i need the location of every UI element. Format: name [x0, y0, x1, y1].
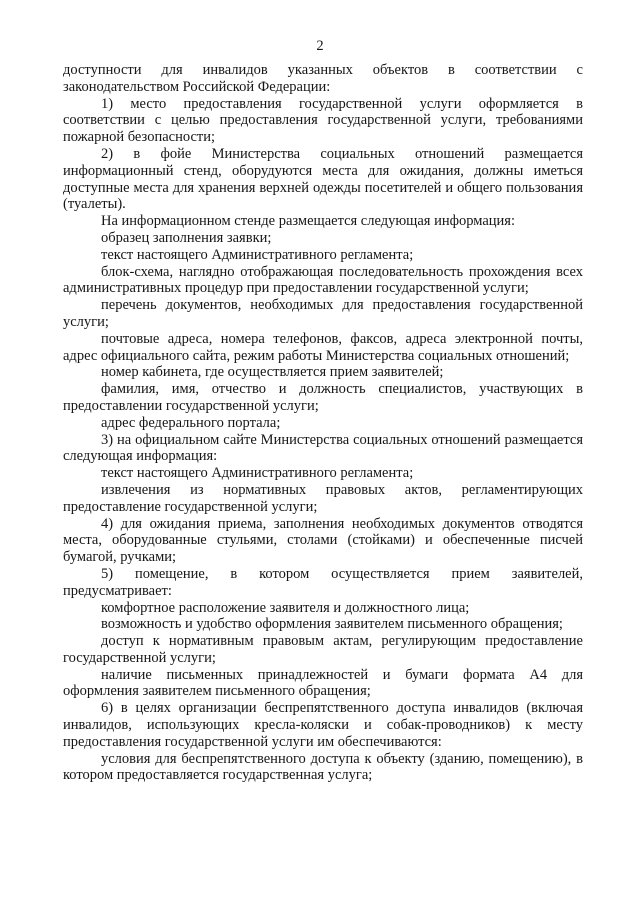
paragraph: возможность и удобство оформления заявителем письменного обращения; [101, 616, 563, 633]
page-number: 2 [316, 38, 324, 54]
paragraph: комфортное расположение заявителя и должностного лица; [101, 599, 470, 616]
paragraph: 4) для ожидания приема, заполнения необходимых документов отводятся места, оборудованные стульями, столами (стойками) и обеспеченные писчей бумагой, ручками; [63, 515, 583, 566]
paragraph: доступ к нормативным правовым актам, регулирующим предоставление государственной услуги; [63, 633, 583, 666]
paragraph: текст настоящего Административного регламента; [101, 465, 414, 482]
paragraph: доступности для инвалидов указанных объектов в соответствии с законодательством Российской Федерации: [63, 62, 583, 95]
paragraph: 6) в целях организации беспрепятственного доступа инвалидов (включая инвалидов, использующих кресла-коляски и собак-проводников) к месту предоставления государственной услуги им обеспечиваются: [63, 700, 583, 750]
paragraph: 1) место предоставления государственной услуги оформляется в соответствии с целью предоставления государственной услуги, требованиями пожарной безопасности; [63, 95, 583, 146]
paragraph: номер кабинета, где осуществляется прием заявителей; [101, 364, 444, 381]
paragraph: образец заполнения заявки; [101, 229, 272, 246]
paragraph: На информационном стенде размещается следующая информация: [101, 213, 516, 230]
paragraph: почтовые адреса, номера телефонов, факсов, адреса электронной почты, адрес официального сайта, режим работы Министерства социальных отношений; [63, 330, 583, 364]
document-body [63, 62, 583, 784]
paragraph: 2) в фойе Министерства социальных отношений размещается информационный стенд, оборудуются места для ожидания, должны иметься доступные места для хранения верхней одежды посетителей и общего пользования (туалеты). [63, 145, 583, 213]
paragraph: 3) на официальном сайте Министерства социальных отношений размещается следующая информация: [63, 431, 583, 465]
paragraph: наличие письменных принадлежностей и бумаги формата А4 для оформления заявителем письменного обращения; [63, 666, 583, 700]
paragraph: 5) помещение, в котором осуществляется прием заявителей, предусматривает: [63, 565, 583, 599]
paragraph: извлечения из нормативных правовых актов, регламентирующих предоставление государственной услуги; [63, 481, 583, 515]
paragraph: блок-схема, наглядно отображающая последовательность прохождения всех административных процедур при предоставлении государственной услуги; [63, 263, 583, 297]
paragraph: фамилия, имя, отчество и должность специалистов, участвующих в предоставлении государственной услуги; [63, 381, 583, 414]
paragraph: текст настоящего Административного регламента; [101, 246, 414, 263]
paragraph: адрес федерального портала; [101, 414, 281, 431]
paragraph: условия для беспрепятственного доступа к объекту (зданию, помещению), в котором предоставляется государственная услуга; [63, 750, 583, 784]
paragraph: перечень документов, необходимых для предоставления государственной услуги; [63, 297, 583, 330]
